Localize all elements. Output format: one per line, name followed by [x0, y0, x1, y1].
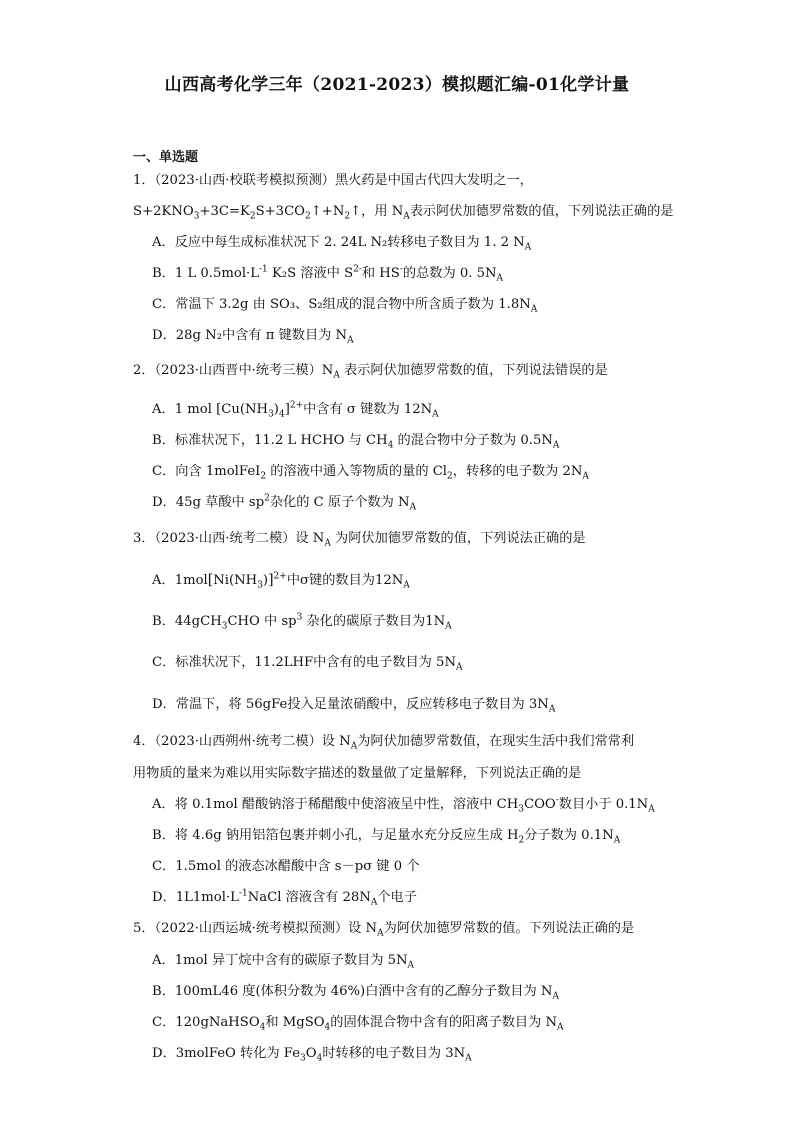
q2-stem: 2．（2023·山西晋中·统考三模）$N_A$ 表示阿伏加德罗常数的值，下列说法错误的是 — [133, 363, 608, 381]
q3-option-d: D．常温下，将 56gFe投入足量浓硝酸中，反应转移电子数目为 $3N_A$ — [152, 697, 556, 715]
q1-stem-line2: $S+2KNO_3+3C=K_2S+3CO_2↑+N_2↑$，用 $N_A$表示阿伏加德罗常数的值，下列说法正确的是 — [133, 204, 674, 222]
q5-option-d: D．3molFeO 转化为 $Fe_3O_4$时转移的电子数目为 $3N_A$ — [152, 1046, 472, 1064]
q5-option-b: B．100mL46 度(体积分数为 46%)白酒中含有的乙醇分子数目为 $N_A$ — [152, 984, 559, 1002]
q3-option-b: B．44gCH$_3$CHO 中 $sp^3$ 杂化的碳原子数目为$1N_A$ — [152, 612, 452, 632]
q2-option-b: B．标准状况下，11.2 L HCHO 与 $CH_4$ 的混合物中分子数为 $0.5N_A$ — [152, 433, 560, 451]
q4-option-b: B．将 4.6g 钠用铝箔包裹并刺小孔，与足量水充分反应生成 $H_2$分子数为 $0.1N_A$ — [152, 828, 621, 846]
q5-option-c: C．120gNaHSO$_4$和 MgSO$_4$的固体混合物中含有的阳离子数目为 $N_A$ — [152, 1015, 564, 1033]
q4-option-d: D．$1L1mol\cdot L^{-1}NaCl$ 溶液含有 $28N_A$个电子 — [152, 888, 417, 908]
q1-option-a: A．反应中每生成标准状况下 2. 24L N₂转移电子数目为 1. 2 $N_A$ — [152, 235, 532, 253]
section-heading: 一、单选题 — [133, 150, 199, 165]
q5-option-a: A．1mol 异丁烷中含有的碳原子数目为 $5N_A$ — [152, 953, 415, 971]
q3-stem: 3．（2023·山西·统考二模）设 $N_A$ 为阿伏加德罗常数的值，下列说法正确的是 — [133, 531, 586, 549]
q2-option-d: D．45g 草酸中 $sp^2$杂化的 C 原子个数为 $N_A$ — [152, 493, 417, 513]
q1-option-b: B．1 L $0.5mol\cdot L^{-1}$ K₂S 溶液中 $S^{2-}$和 HS-的总数为 0. $5N_A$ — [152, 264, 504, 284]
q2-option-c: C．向含 1molFeI$_2$ 的溶液中通入等物质的量的 $Cl_2$，转移的电子数为 $2N_A$ — [152, 464, 589, 482]
q1-option-c: C．常温下 3.2g 由 SO₃、S₂组成的混合物中所含质子数为 $1.8N_A$ — [152, 297, 538, 315]
q2-option-a: A．1 mol $[Cu(NH_3)_4]^{2+}$中含有 σ 键数为 $12N_A$ — [152, 400, 439, 420]
document-title: 山西高考化学三年（2021-2023）模拟题汇编-01化学计量 — [164, 75, 630, 95]
q4-stem-line1: 4．（2023·山西朔州·统考二模）设 $N_A$为阿伏加德罗常数值，在现实生活中我们常常利 — [133, 734, 635, 752]
q4-option-c: C．1.5mol 的液态冰醋酸中含 s－pσ 键 0 个 — [152, 859, 420, 874]
q1-stem-line1: 1．（2023·山西·校联考模拟预测）黑火药是中国古代四大发明之一， — [133, 173, 533, 188]
q1-option-d: D．28g N₂中含有 π 键数目为 $N_A$ — [152, 328, 354, 346]
q3-option-c: C．标准状况下，11.2LHF中含有的电子数目为 $5N_A$ — [152, 655, 463, 673]
q4-stem-line2: 用物质的量来为难以用实际数字描述的数量做了定量解释，下列说法正确的是 — [133, 766, 582, 781]
q4-option-a: A．将 0.1mol 醋酸钠溶于稀醋酸中使溶液呈中性，溶液中 $CH_3COO^-$数目小于 $0.1N_A$ — [152, 795, 655, 815]
q5-stem: 5．（2022·山西运城·统考模拟预测）设 $N_A$为阿伏加德罗常数的值。下列说法正确的是 — [133, 921, 635, 939]
q3-option-a: A．$1mol[Ni(NH_3)]^{2+}$中σ键的数目为$12N_A$ — [152, 571, 410, 591]
